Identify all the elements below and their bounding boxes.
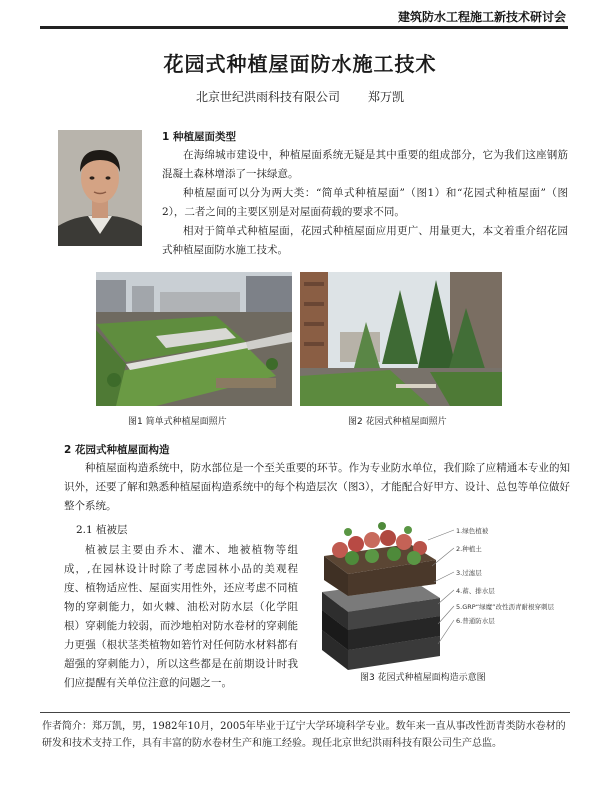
subsection-2-1-heading: 2.1 植被层 bbox=[76, 524, 128, 536]
fig3-layer-label: 1.绿色植被 bbox=[456, 527, 489, 535]
section-1-paragraph-2: 种植屋面可以分为两大类：“简单式种植屋面”（图1）和“花园式种植屋面”（图2），二者之间的主要区别是对屋面荷载的要求不同。 bbox=[162, 187, 568, 218]
section-2-heading: 2 花园式种植屋面构造 bbox=[64, 444, 170, 456]
section-1-paragraph-1: 在海绵城市建设中，种植屋面系统无疑是其中重要的组成部分，它为我们这座钢筋混凝土森林增添了一抹绿意。 bbox=[162, 149, 568, 180]
author-bio-footnote: 作者简介：郑万凯，男，1982年10月，2005年毕业于辽宁大学环境科学专业。数年来一直从事改性沥青类防水卷材的研发和技术支持工作，具有丰富的防水卷材生产和施工经验。现任北京世纪洪雨科技有限公司生产总监。 bbox=[42, 721, 566, 749]
byline bbox=[0, 88, 600, 105]
fig3-layer-label: 6.普通防水层 bbox=[456, 617, 495, 625]
section-1-paragraph-3: 相对于简单式种植屋面，花园式种植屋面应用更广、用量更大，本文着重介绍花园式种植屋面防水施工技术。 bbox=[162, 225, 568, 256]
fig3-layer-label: 3.过滤层 bbox=[456, 569, 482, 577]
figure-3-caption: 图3 花园式种植屋面构造示意图 bbox=[360, 673, 486, 683]
figure-3-diagram bbox=[312, 510, 566, 670]
section-1-heading: 1 种植屋面类型 bbox=[162, 131, 236, 143]
figure-1-photo bbox=[96, 272, 292, 406]
subsection-2-1-paragraph: 植被层主要由乔木、灌木、地被植物等组成，,在园林设计时除了考虑园林小品的美观程度、植物适应性、屋面实用性外，还应考虑不同植物的穿刺能力，如火棘、油松对防水层（化学阻根）穿刺能力较弱，而沙地柏对防水卷材的穿刺能力更强（根状茎类植物如箬竹对任何防水材料都有超强的穿刺能力），所以这些都是在前期设计时我们应提醒有关单位注意的问题之一。 bbox=[64, 544, 298, 689]
figure-1-caption: 图1 简单式种植屋面照片 bbox=[128, 417, 227, 427]
author-name: 郑万凯 bbox=[368, 90, 405, 104]
journal-header: 建筑防水工程施工新技术研讨会 bbox=[397, 10, 566, 24]
article-title: 花园式种植屋面防水施工技术 bbox=[163, 52, 437, 76]
header-rule bbox=[40, 26, 568, 29]
fig3-layer-label: 4.蓄、排水层 bbox=[456, 587, 495, 595]
footnote-rule bbox=[40, 712, 570, 713]
figure-2-caption: 图2 花园式种植屋面照片 bbox=[348, 417, 447, 427]
figure-2-photo bbox=[300, 272, 502, 406]
fig3-layer-label: 2.种植土 bbox=[456, 545, 482, 553]
affiliation: 北京世纪洪雨科技有限公司 bbox=[195, 90, 340, 104]
section-2-paragraph: 种植屋面构造系统中，防水部位是一个至关重要的环节。作为专业防水单位，我们除了应精通本专业的知识外，还要了解和熟悉种植屋面构造系统中的每个构造层次（图3），才能配合好甲方、设计、总包等单位做好整个系统。 bbox=[64, 462, 570, 512]
author-portrait bbox=[58, 130, 142, 246]
fig3-layer-label: 5.GRP“绿魔”改性沥青耐根穿刺层 bbox=[456, 603, 555, 611]
